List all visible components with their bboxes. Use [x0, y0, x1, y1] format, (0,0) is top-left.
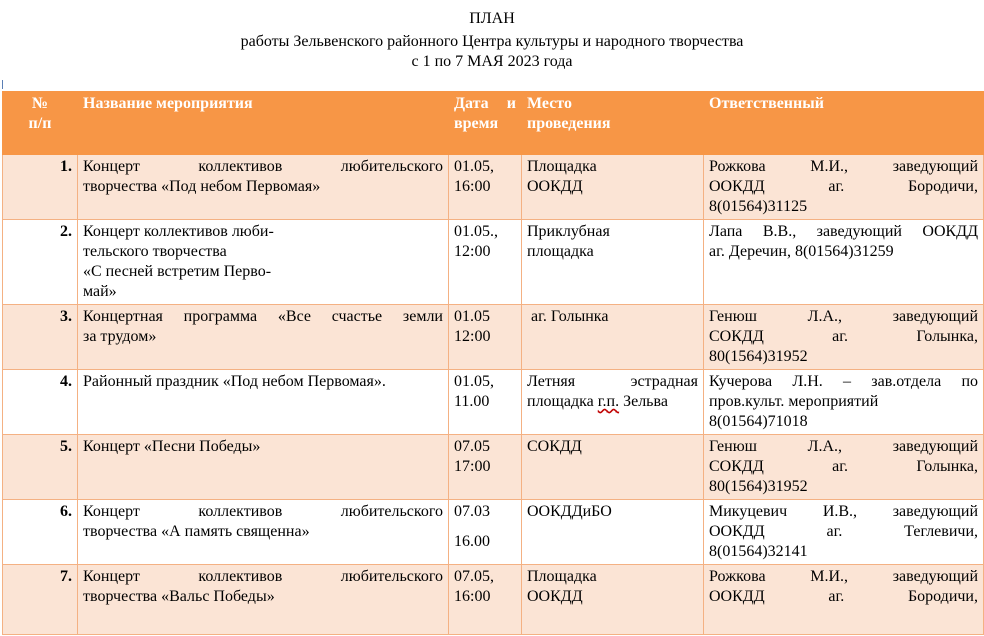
event-date-time: 07.05, 16:00 [449, 565, 522, 635]
table-row [3, 305, 984, 370]
spellcheck-marked-word: г.п. [597, 393, 620, 410]
event-place: СОКДД [522, 435, 704, 500]
event-date-time: 01.05 12:00 [449, 305, 522, 370]
event-responsible: Кучерова Л.Н. – зав.отдела по пров.культ. мероприятий 8(01564)71018 [704, 370, 984, 435]
row-number: 4. [3, 370, 78, 435]
event-responsible: Генюш Л.А., заведующий СОКДД аг. Голынка, 80(1564)31952 [704, 305, 984, 370]
table-row [3, 220, 984, 305]
event-place: Летняя эстрадная площадка г.п. Зельва [522, 370, 704, 435]
row-number: 6. [3, 500, 78, 565]
event-date-time: 01.05, 11.00 [449, 370, 522, 435]
row-number: 2. [3, 220, 78, 305]
event-date-time: 07.03 16.00 [449, 500, 522, 565]
table-row [3, 155, 984, 220]
column-header-responsible: Ответственный [704, 92, 984, 155]
event-name: Концерт коллективов любительского творчества «Под небом Первомая» [78, 155, 449, 220]
event-name: Концерт «Песни Победы» [78, 435, 449, 500]
text-cursor-marker [2, 80, 3, 89]
events-plan-table [2, 91, 984, 635]
event-name: Концерт коллективов любительского творчества «А память священна» [78, 500, 449, 565]
table-row [3, 370, 984, 435]
event-place: Приклубная площадка [522, 220, 704, 305]
table-row [3, 435, 984, 500]
row-number: 3. [3, 305, 78, 370]
event-date-time: 01.05., 12:00 [449, 220, 522, 305]
column-header-event-name: Название мероприятия [78, 92, 449, 155]
event-responsible: Лапа В.В., заведующий ООКДД аг. Деречин, 8(01564)31259 [704, 220, 984, 305]
event-responsible: Микуцевич И.В., заведующий ООКДД аг. Теглевичи, 8(01564)32141 [704, 500, 984, 565]
event-place: аг. Голынка [522, 305, 704, 370]
row-number: 5. [3, 435, 78, 500]
event-name: Концерт коллективов любительского творчества «Вальс Победы» [78, 565, 449, 635]
column-header-date-time: Дата и время [449, 92, 522, 155]
event-name: Районный праздник «Под небом Первомая». [78, 370, 449, 435]
event-place: Площадка ООКДД [522, 155, 704, 220]
event-responsible: Рожкова М.И., заведующий ООКДД аг. Бородичи, [704, 565, 984, 635]
event-place: Площадка ООКДД [522, 565, 704, 635]
event-responsible: Рожкова М.И., заведующий ООКДД аг. Бородичи, 8(01564)31125 [704, 155, 984, 220]
event-name: Концертная программа «Все счастье земли за трудом» [78, 305, 449, 370]
event-name: Концерт коллективов люби- тельского творчества «С песней встретим Перво- май» [78, 220, 449, 305]
row-number: 1. [3, 155, 78, 220]
event-date-time: 01.05, 16:00 [449, 155, 522, 220]
row-number: 7. [3, 565, 78, 635]
event-date-time: 07.05 17:00 [449, 435, 522, 500]
event-responsible: Генюш Л.А., заведующий СОКДД аг. Голынка, 80(1564)31952 [704, 435, 984, 500]
table-row [3, 565, 984, 635]
document-subtitle: работы Зельвенского районного Центра культуры и народного творчества [240, 33, 744, 50]
column-header-place: Место проведения [522, 92, 704, 155]
event-place: ООКДДиБО [522, 500, 704, 565]
document-period: с 1 по 7 МАЯ 2023 года [411, 53, 573, 70]
document-title: ПЛАН [469, 10, 515, 27]
table-row [3, 500, 984, 565]
column-header-number: № п/п [3, 92, 78, 155]
table-header-row [3, 92, 984, 155]
